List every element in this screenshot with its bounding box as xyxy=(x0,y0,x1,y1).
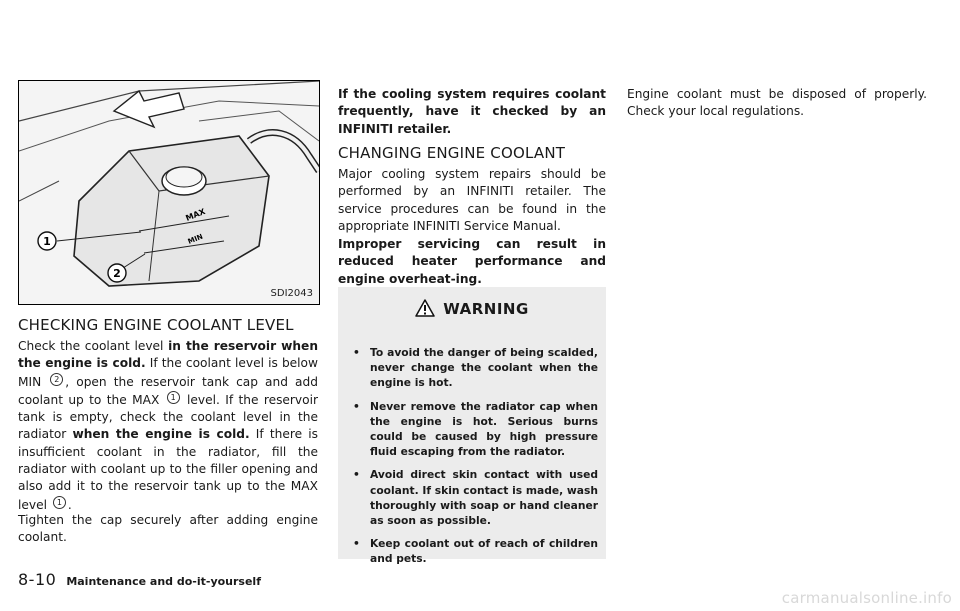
improper-servicing-paragraph: Improper servicing can result in reduced heater performance and engine overheat-ing. xyxy=(338,237,606,286)
callout-2: 2 xyxy=(113,267,121,280)
callout-ref-1: 1 xyxy=(167,391,180,404)
callout-ref-1b: 1 xyxy=(53,496,66,509)
warning-title: WARNING xyxy=(338,299,606,321)
warning-triangle-icon xyxy=(415,299,435,321)
repairs-paragraph: Major cooling system repairs should be performed by an INFINITI retailer. The service procedures can be found in the appropriate INFINITI Service Manual. xyxy=(338,167,606,233)
changing-coolant-heading: CHANGING ENGINE COOLANT xyxy=(338,144,566,162)
warning-item: • Keep coolant out of reach of children and pets. xyxy=(353,537,598,566)
coolant-reservoir-figure xyxy=(18,80,320,305)
section-title: Maintenance and do-it-yourself xyxy=(66,575,261,588)
checking-coolant-paragraph: Check the coolant level in the reservoir when the engine is cold. If the coolant level is below MIN 2 , open the reservoir tank cap and add coolant up to the MAX 1 level. If the reservoir tank is empty, check the coolant level in the radiator when the engine is cold. If there is insufficient coolant in the radiator, fill the radiator with coolant up to the filler opening and also add it to the reservoir tank up to the MAX level 1 . xyxy=(18,339,318,512)
callout-1: 1 xyxy=(43,235,51,248)
figure-code: SDI2043 xyxy=(270,288,313,299)
warning-item: • Never remove the radiator cap when the engine is hot. Serious burns could be caused by high pressure fluid escaping from the radiator. xyxy=(353,399,598,459)
warning-item: • To avoid the danger of being scalded, never change the coolant when the engine is hot. xyxy=(353,346,598,390)
page-number: 8-10 xyxy=(18,570,57,589)
warning-item: • Avoid direct skin contact with used coolant. If skin contact is made, wash thoroughly with soap or hand cleaner as soon as possible. xyxy=(353,468,598,528)
reservoir-illustration xyxy=(19,81,319,304)
cooling-intro-paragraph: If the cooling system requires coolant frequently, have it checked by an INFINITI retailer. xyxy=(338,87,606,136)
warning-box xyxy=(338,287,606,566)
warning-list xyxy=(350,345,598,575)
page-footer xyxy=(18,570,261,589)
watermark: carmanualsonline.info xyxy=(781,589,952,607)
max-mark: MAX xyxy=(184,206,207,223)
checking-coolant-heading: CHECKING ENGINE COOLANT LEVEL xyxy=(18,316,294,334)
callout-ref-2: 2 xyxy=(50,373,63,386)
disposal-paragraph: Engine coolant must be disposed of properly. Check your local regulations. xyxy=(627,87,927,119)
min-mark: MIN xyxy=(186,232,205,246)
tighten-cap-paragraph: Tighten the cap securely after adding engine coolant. xyxy=(18,513,318,545)
